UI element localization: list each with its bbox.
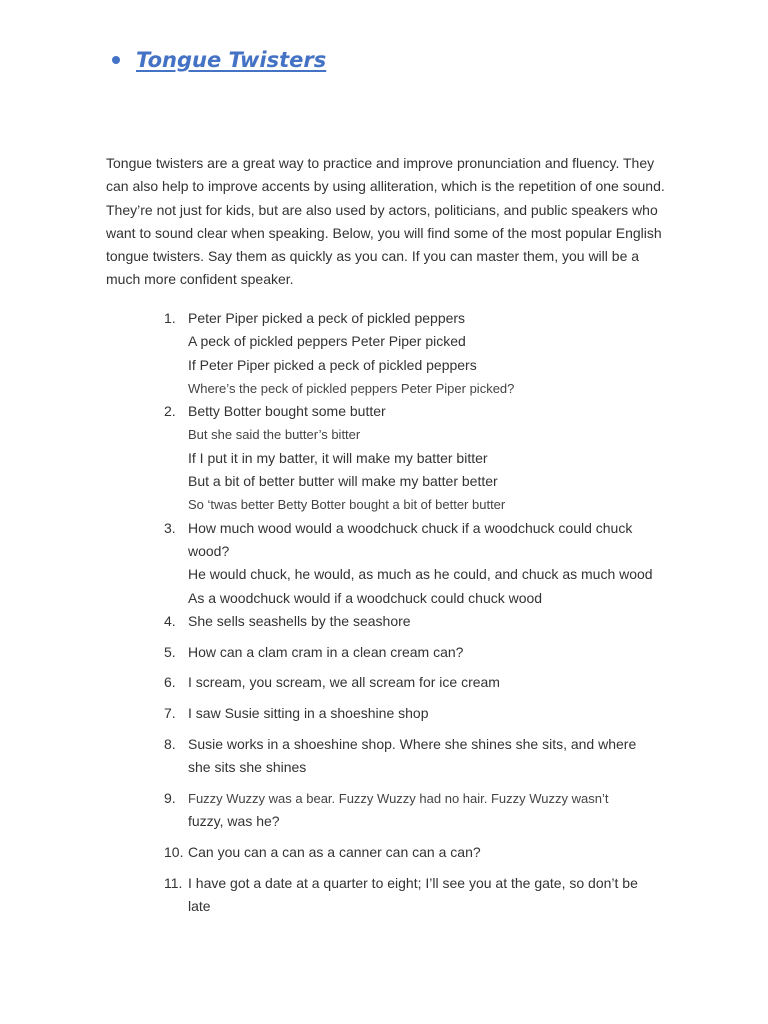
item-line: But she said the butter’s bitter — [188, 427, 361, 443]
item-line: Betty Botter bought some butter — [188, 403, 386, 420]
item-line: As a woodchuck would if a woodchuck could chuck wood — [188, 589, 543, 606]
item-line: I saw Susie sitting in a shoeshine shop — [188, 705, 429, 722]
item-line: wood? — [188, 542, 230, 559]
heading-title[interactable]: Tongue Twisters — [136, 48, 327, 72]
list-number: 7. — [164, 705, 176, 722]
intro-line: tongue twisters. Say them as quickly as you can. If you can master them, you will be a — [106, 248, 640, 265]
intro-line: want to sound clear when speaking. Below, you will find some of the most popular English — [106, 224, 662, 241]
intro-line: Tongue twisters are a great way to practice and improve pronunciation and fluency. They — [106, 155, 655, 171]
intro-line: They’re not just for kids, but are also used by actors, politicians, and public speakers who — [106, 201, 658, 218]
item-line: Susie works in a shoeshine shop. Where she shines she sits, and where — [188, 736, 637, 753]
item-line: Fuzzy Wuzzy was a bear. Fuzzy Wuzzy had no hair. Fuzzy Wuzzy wasn’t — [188, 791, 609, 807]
list-item — [0, 787, 768, 834]
list-number: 6. — [164, 674, 176, 691]
item-line: she sits she shines — [188, 759, 307, 776]
section-heading — [112, 48, 326, 72]
list-number: 10. — [164, 844, 184, 861]
list-item — [0, 841, 768, 864]
item-line: If Peter Piper picked a peck of pickled peppers — [188, 356, 477, 373]
list-number: 11. — [164, 875, 183, 892]
item-line: A peck of pickled peppers Peter Piper picked — [188, 333, 466, 350]
item-line: He would chuck, he would, as much as he could, and chuck as much wood — [188, 566, 653, 583]
list-item — [0, 307, 768, 400]
item-line: She sells seashells by the seashore — [188, 612, 411, 629]
list-item — [0, 733, 768, 780]
item-line: How can a clam cram in a clean cream can? — [188, 643, 464, 660]
list-item — [0, 872, 768, 919]
intro-paragraph — [106, 152, 666, 292]
list-item — [0, 671, 768, 694]
list-item — [0, 610, 768, 633]
list-number: 9. — [164, 790, 176, 807]
item-line: late — [188, 898, 211, 915]
list-number: 8. — [164, 736, 176, 753]
bullet-icon — [112, 56, 120, 64]
item-line: If I put it in my batter, it will make my batter bitter — [188, 449, 488, 466]
intro-line: much more confident speaker. — [106, 271, 294, 288]
item-line: I have got a date at a quarter to eight; I’ll see you at the gate, so don’t be — [188, 875, 638, 892]
list-item — [0, 702, 768, 725]
list-item — [0, 517, 768, 610]
item-line: Peter Piper picked a peck of pickled peppers — [188, 310, 466, 326]
item-line: How much wood would a woodchuck chuck if a woodchuck could chuck — [188, 519, 633, 536]
item-line: fuzzy, was he? — [188, 813, 280, 830]
item-line: So ‘twas better Betty Botter bought a bit of better butter — [188, 497, 506, 513]
list-item — [0, 400, 768, 516]
list-number: 5. — [164, 643, 176, 660]
tongue-twister-list — [0, 307, 768, 919]
list-number: 4. — [164, 612, 176, 629]
item-line: Where’s the peck of pickled peppers Peter Piper picked? — [188, 380, 515, 396]
intro-line: can also help to improve accents by using alliteration, which is the repetition of one sound. — [106, 178, 665, 195]
item-line: But a bit of better butter will make my batter better — [188, 473, 498, 490]
list-number: 3. — [164, 519, 176, 536]
list-number: 1. — [164, 310, 176, 326]
list-item — [0, 641, 768, 664]
list-number: 2. — [164, 403, 176, 420]
item-line: Can you can a can as a canner can can a can? — [188, 844, 481, 861]
item-line: I scream, you scream, we all scream for ice cream — [188, 674, 500, 691]
